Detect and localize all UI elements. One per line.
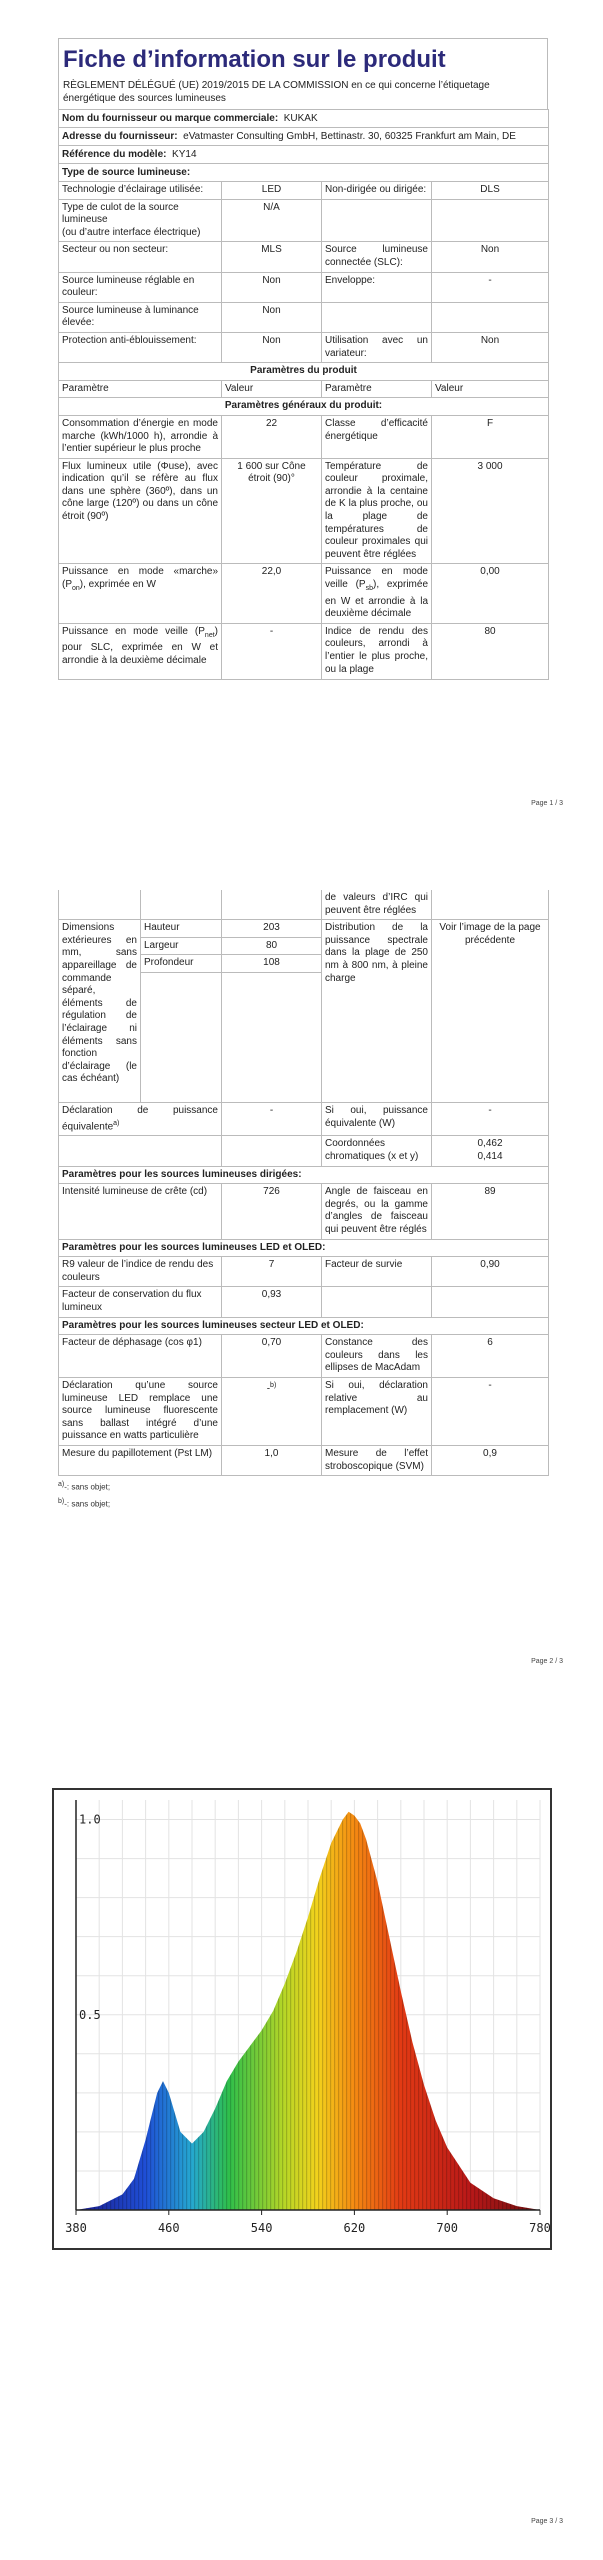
page-1 (0, 0, 603, 820)
table-row (59, 1335, 549, 1378)
cell (59, 1136, 222, 1166)
cell: Température de couleur proximale, arrondie à la centaine de K la plus proche, ou la plage de températures de couleur proximales qui peuvent être réglées (322, 458, 432, 564)
cell: Non (432, 332, 549, 362)
cell: Facteur de survie (322, 1257, 432, 1287)
cell (432, 890, 549, 920)
product-info-table (58, 109, 549, 680)
cell: - (432, 1102, 549, 1136)
text: ), exprimée en W et arrondie à la deuxième décimale (325, 579, 428, 620)
spectral-label: Distribution de la puissance spectrale dans la plage de 250 nm à 800 nm, à pleine charge (322, 920, 432, 1103)
cap-type-note: (ou d’autre interface électrique) (62, 226, 201, 238)
cell: Non (222, 332, 322, 362)
cell: Angle de faisceau en degrés, ou la gamme d’angles de faisceau qui peuvent être réglés (322, 1184, 432, 1239)
cell: 1 600 sur Cône étroit (90)° (222, 458, 322, 564)
footnote-a (58, 1478, 548, 1495)
chroma-y: 0,414 (477, 1151, 503, 1163)
cell: Non (432, 242, 549, 272)
cell: 0,00 (432, 564, 549, 623)
table-row (59, 380, 549, 398)
chroma-x: 0,462 (477, 1138, 503, 1150)
cell (222, 890, 322, 920)
cell (222, 972, 322, 1102)
model-label: Référence du modèle: (62, 149, 167, 160)
cell: 0,9 (432, 1445, 549, 1475)
cell: 22 (222, 415, 322, 458)
cell: Source lumineuse à luminance élevée: (59, 302, 222, 332)
cell: 3 000 (432, 458, 549, 564)
x-tick-label: 380 (65, 2221, 87, 2235)
table-row (59, 272, 549, 302)
column-header: Paramètre (322, 380, 432, 398)
footnote-b (58, 1495, 548, 1512)
led-heading: Paramètres pour les sources lumineuses LED et OLED: (59, 1239, 549, 1257)
cell: Si oui, puissance équivalente (W) (322, 1102, 432, 1136)
cell (59, 199, 222, 242)
subscript: sb (365, 585, 373, 593)
y-tick-label: 1.0 (79, 1812, 101, 1827)
cell: N/A (222, 199, 322, 242)
cell (59, 623, 222, 679)
table-row (59, 415, 549, 458)
cell: Consommation d’énergie en mode marche (kWh/1000 h), arrondie à l’entier supérieur le plus proche (59, 415, 222, 458)
table-row (59, 1184, 549, 1239)
page-title: Fiche d’information sur le produit (58, 38, 548, 77)
cell: Indice de rendu des couleurs, arrondi à l’entier le plus proche, ou la plage (322, 623, 432, 679)
table-row (59, 1257, 549, 1287)
cell (222, 1377, 322, 1445)
product-sheet (58, 38, 548, 680)
x-tick-label: 460 (157, 2221, 180, 2235)
footnote-text: -: sans objet; (64, 1499, 111, 1509)
table-row (59, 1377, 549, 1445)
cell: - (222, 623, 322, 679)
text: Puissance en mode veille (P (62, 625, 205, 637)
text: Déclaration de puissance équivalente (62, 1104, 218, 1132)
cell: R9 valeur de l’indice de rendu des couleurs (59, 1257, 222, 1287)
mls-heading: Paramètres pour les sources lumineuses secteur LED et OLED: (59, 1317, 549, 1335)
cell: 7 (222, 1257, 322, 1287)
table-row (59, 1136, 549, 1166)
cell (322, 302, 432, 332)
column-header: Paramètre (59, 380, 222, 398)
model-value: KY14 (172, 149, 197, 160)
height-value: 203 (222, 920, 322, 938)
cell: Utilisation avec un variateur: (322, 332, 432, 362)
y-tick-label: 0.5 (79, 2007, 101, 2022)
cell: Facteur de déphasage (cos φ1) (59, 1335, 222, 1378)
cell: 89 (432, 1184, 549, 1239)
text: ), exprimée en W (79, 579, 156, 591)
width-label: Largeur (141, 937, 222, 955)
depth-value: 108 (222, 955, 322, 973)
source-type-heading: Type de source lumineuse: (59, 164, 549, 182)
cell (432, 1287, 549, 1317)
table-row (59, 302, 549, 332)
cell: 6 (432, 1335, 549, 1378)
product-params-table (58, 890, 549, 1476)
cell: Si oui, déclaration relative au remplacement (W) (322, 1377, 432, 1445)
cell: 80 (432, 623, 549, 679)
params-heading: Paramètres du produit (59, 363, 549, 381)
cell: - (222, 1102, 322, 1136)
table-row (59, 623, 549, 679)
cell (322, 199, 432, 242)
address-label: Adresse du fournisseur: (62, 131, 178, 142)
subscript: on (72, 585, 80, 593)
footnote-text: -: sans objet; (64, 1482, 111, 1492)
footnote-mark: b) (58, 1497, 65, 1505)
spectral-chart (52, 1788, 552, 2250)
text: Puissance en mode veille (P (325, 566, 428, 591)
cell: F (432, 415, 549, 458)
cell (322, 564, 432, 623)
cell (222, 1136, 322, 1166)
cell (59, 564, 222, 623)
cap-type-label: Type de culot de la source lumineuse (62, 201, 179, 226)
cell: 22,0 (222, 564, 322, 623)
cell: 0,70 (222, 1335, 322, 1378)
regulation-text: RÈGLEMENT DÉLÉGUÉ (UE) 2019/2015 DE LA COMMISSION en ce qui concerne l’étiquetage énergétique des sources lumineuses (58, 77, 548, 109)
cell: 0,93 (222, 1287, 322, 1317)
cell: Coordonnées chromatiques (x et y) (322, 1136, 432, 1166)
cell (141, 972, 222, 1102)
spectral-chart-svg (54, 1790, 550, 2248)
table-row (59, 1287, 549, 1317)
page-2 (0, 880, 603, 1710)
cell: Technologie d’éclairage utilisée: (59, 182, 222, 200)
table-row (59, 332, 549, 362)
depth-label: Profondeur (141, 955, 222, 973)
table-row (59, 199, 549, 242)
footnote-mark: a) (58, 1481, 65, 1489)
column-header: Valeur (432, 380, 549, 398)
general-params-heading: Paramètres généraux du produit: (59, 398, 549, 416)
width-value: 80 (222, 937, 322, 955)
cell: Classe d’efficacité énergétique (322, 415, 432, 458)
text: ) pour SLC, exprimée en W et arrondie à la deuxième décimale (62, 625, 218, 666)
cell: Non (222, 302, 322, 332)
cell: - (432, 272, 549, 302)
cell: Mesure du papillotement (Pst LM) (59, 1445, 222, 1475)
page-number: Page 1 / 3 (531, 800, 563, 807)
cell: Facteur de conservation du flux lumineux (59, 1287, 222, 1317)
table-row (59, 890, 549, 920)
table-row (59, 242, 549, 272)
cell (322, 1287, 432, 1317)
cell: Source lumineuse réglable en couleur: (59, 272, 222, 302)
cell: Source lumineuse connectée (SLC): (322, 242, 432, 272)
table-row (59, 1445, 549, 1475)
address-row (59, 128, 549, 146)
cell: 0,90 (432, 1257, 549, 1287)
table-row (59, 182, 549, 200)
cell (59, 890, 141, 920)
x-tick-label: 780 (529, 2221, 550, 2235)
column-header: Valeur (222, 380, 322, 398)
cell: LED (222, 182, 322, 200)
supplier-row (59, 110, 549, 128)
cell: Déclaration qu’une source lumineuse LED remplace une source lumineuse fluorescente sans ballast intégré d’une puissance en watts particulière (59, 1377, 222, 1445)
cell: Flux lumineux utile (Φuse), avec indication qu’il se réfère au flux dans une sphère (360º), dans un cône large (120º) ou dans un cône étroit (90º) (59, 458, 222, 564)
subscript: net (204, 631, 215, 639)
dimensions-label: Dimensions extérieures en mm, sans appareillage de commande séparé, éléments de régulation de l’éclairage ni éléments sans fonction d’éclairage (le cas échéant) (59, 920, 141, 1103)
text: Puissance en mode «marche» (P (62, 566, 218, 591)
cell: de valeurs d’IRC qui peuvent être réglées (322, 890, 432, 920)
cell: Enveloppe: (322, 272, 432, 302)
text: - (266, 1383, 271, 1395)
cell: 726 (222, 1184, 322, 1239)
cell: Non-dirigée ou dirigée: (322, 182, 432, 200)
cell (432, 1136, 549, 1166)
cell: Secteur ou non secteur: (59, 242, 222, 272)
cell (141, 890, 222, 920)
cell: 1,0 (222, 1445, 322, 1475)
cell (432, 302, 549, 332)
page-number: Page 3 / 3 (531, 2518, 563, 2525)
cell (432, 199, 549, 242)
x-tick-label: 700 (436, 2221, 459, 2235)
cell: DLS (432, 182, 549, 200)
cell: - (432, 1377, 549, 1445)
footnote-mark: a) (113, 1119, 120, 1127)
x-tick-label: 540 (250, 2221, 273, 2235)
address-value: eVatmaster Consulting GmbH, Bettinastr. 30, 60325 Frankfurt am Main, DE (183, 131, 516, 142)
cell: Intensité lumineuse de crête (cd) (59, 1184, 222, 1239)
table-row (59, 920, 549, 938)
page-number: Page 2 / 3 (531, 1658, 563, 1665)
table-row (59, 564, 549, 623)
model-row (59, 146, 549, 164)
footnote-mark: b) (270, 1381, 277, 1389)
height-label: Hauteur (141, 920, 222, 938)
x-tick-label: 620 (343, 2221, 366, 2235)
cell: Protection anti-éblouissement: (59, 332, 222, 362)
table-row (59, 458, 549, 564)
cell (59, 1102, 222, 1136)
supplier-value: KUKAK (283, 113, 318, 124)
spectral-value: Voir l’image de la page précédente (432, 920, 549, 1103)
cell: Constance des couleurs dans les ellipses de MacAdam (322, 1335, 432, 1378)
supplier-label: Nom du fournisseur ou marque commerciale: (62, 113, 279, 124)
product-sheet-continued (58, 890, 548, 1511)
cell: Mesure de l’effet stroboscopique (SVM) (322, 1445, 432, 1475)
table-row (59, 1102, 549, 1136)
cell: Non (222, 272, 322, 302)
dls-heading: Paramètres pour les sources lumineuses dirigées: (59, 1166, 549, 1184)
footnotes (58, 1478, 548, 1511)
cell: MLS (222, 242, 322, 272)
